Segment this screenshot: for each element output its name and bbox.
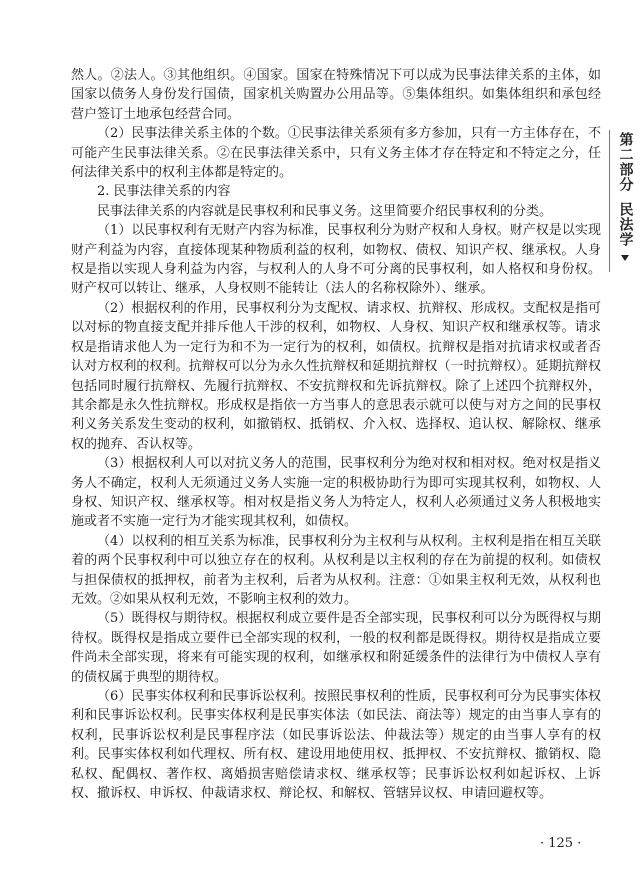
paragraph: （4）以权利的相互关系为标准，民事权利分为主权利与从权利。主权利是指在相互关联着的两个民事权利中可以独立存在的权利。从权利是以主权利的存在为前提的权利。如债权与担保债权的抵押权，前者为主权利，后者为从权利。注意：①如果主权利无效，从权利也无效。②如果从权利无效，不影响主权利的效力。: [71, 533, 601, 607]
section-heading: 2. 民事法律关系的内容: [97, 184, 231, 200]
arrow-down-icon: [621, 255, 629, 261]
side-tab-part: 第二部分: [617, 132, 634, 192]
side-tab-subject: 民法学: [617, 202, 634, 247]
paragraph: （6）民事实体权利和民事诉讼权利。按照民事权利的性质，民事权利可分为民事实体权利和民事诉讼权利。民事实体权利是民事实体法（如民法、商法等）规定的由当事人享有的权利，民事诉讼权利是民事程序法（如民事诉讼法、仲裁法等）规定的由当事人享有的权利。民事实体权利如代理权、所有权、建设用地使用权、抵押权、不安抗辩权、撤销权、隐私权、配偶权、著作权、离婚损害赔偿请求权、继承权等；民事诉讼权利如起诉权、上诉权、撤诉权、申诉权、仲裁请求权、辩论权、和解权、管辖异议权、申请回避权等。: [71, 689, 601, 802]
chapter-side-tab: [609, 130, 640, 272]
page-number: · 125 ·: [540, 836, 582, 851]
paragraph: 然人。②法人。③其他组织。④国家。国家在特殊情况下可以成为民事法律关系的主体，如国家以债务人身份发行国债，国家机关购置办公用品等。⑤集体组织。如集体组织和承包经营户签订土地承包经营合同。: [71, 68, 601, 122]
paragraph: （3）根据权利人可以对抗义务人的范围，民事权利分为绝对权和相对权。绝对权是指义务人不确定，权利人无须通过义务人实施一定的积极协助行为即可实现其权利，如物权、人身权、知识产权、继承权等。相对权是指义务人为特定人，权利人必须通过义务人积极地实施或者不实施一定行为才能实现其权利，如债权。: [71, 456, 601, 530]
paragraph: （1）以民事权利有无财产内容为标准，民事权利分为财产权和人身权。财产权是以实现财产利益为内容，直接体现某种物质利益的权利，如物权、债权、知识产权、继承权。人身权是指以实现人身利益为内容，与权利人的人身不可分离的民事权利，如人格权和身份权。财产权可以转让、继承，人身权则不能转让（法人的名称权除外）、继承。: [71, 223, 601, 297]
paragraph: （5）既得权与期待权。根据权利成立要件是否全部实现，民事权利可以分为既得权与期待权。既得权是指成立要件已全部实现的权利，一般的权利都是既得权。期待权是指成立要件尚未全部实现，将来有可能实现的权利，如继承权和附延缓条件的法律行为中债权人享有的债权属于典型的期待权。: [71, 611, 601, 685]
page-body: [71, 66, 601, 803]
paragraph: （2）根据权利的作用，民事权利分为支配权、请求权、抗辩权、形成权。支配权是指可以对标的物直接支配并排斥他人干涉的权利，如物权、人身权、知识产权和继承权等。请求权是指请求他人为一定行为和不为一定行为的权利，如债权。抗辩权是指对抗请求权或者否认对方权利的权利。抗辩权可以分为永久性抗辩权和延期抗辩权（一时抗辩权）。延期抗辩权包括同时履行抗辩权、先履行抗辩权、不安抗辩权和先诉抗辩权。除了上述四个抗辩权外，其余都是永久性抗辩权。形成权是指依一方当事人的意思表示就可以使与对方之间的民事权利义务关系发生变动的权利，如撤销权、抵销权、介入权、选择权、追认权、解除权、继承权的抛弃、否认权等。: [71, 300, 601, 452]
paragraph: （2）民事法律关系主体的个数。①民事法律关系须有多方参加，只有一方主体存在，不可能产生民事法律关系。②在民事法律关系中，只有义务主体才存在特定和不特定之分，任何法律关系中的权利主体都是特定的。: [71, 126, 601, 181]
paragraph: 民事法律关系的内容就是民事权利和民事义务。这里简要介绍民事权利的分类。: [97, 203, 553, 219]
